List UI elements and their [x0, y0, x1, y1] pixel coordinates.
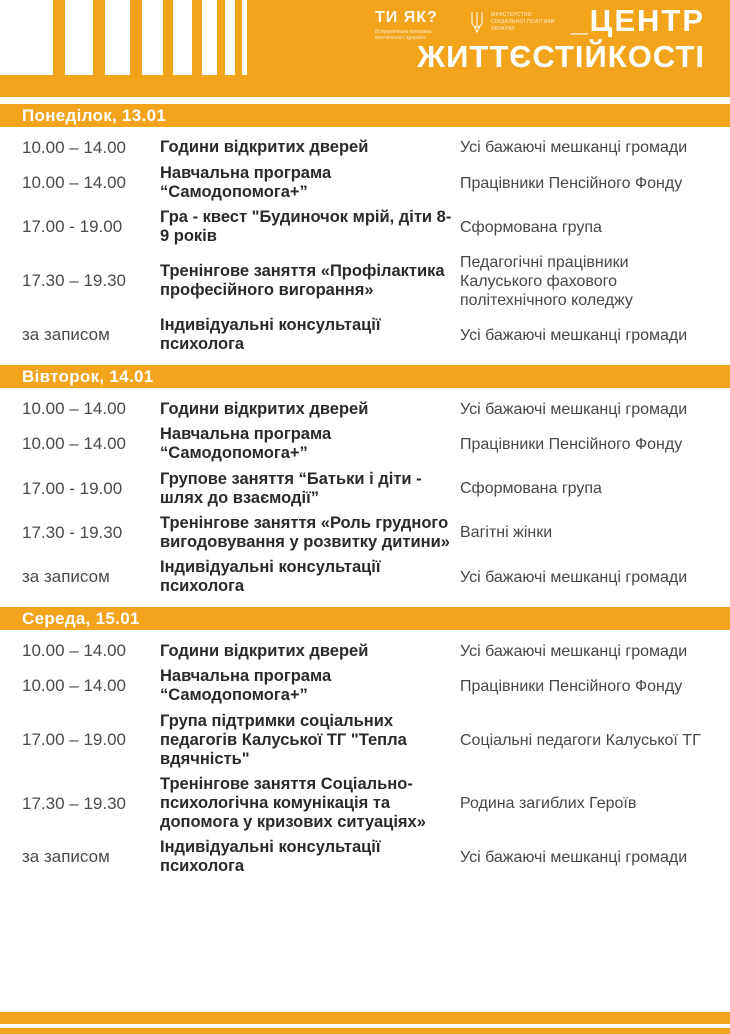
row-activity: Тренінгове заняття «Профілактика професійного вигорання»	[160, 262, 445, 300]
day-section	[0, 104, 730, 365]
brand-stripe	[192, 0, 202, 75]
schedule-row	[0, 470, 730, 508]
row-time: 17.30 - 19.30	[22, 522, 123, 542]
day-header	[0, 365, 730, 388]
brand-stripes-pattern	[53, 0, 247, 75]
row-activity: Індивідуальні консультації психолога	[160, 316, 381, 354]
header-base-bar	[0, 75, 250, 97]
row-time: 10.00 – 14.00	[22, 138, 126, 157]
row-audience: Усі бажаючі мешканці громади	[460, 848, 688, 866]
row-activity: Індивідуальні консультації психолога	[160, 558, 381, 596]
day-section	[0, 365, 730, 607]
day-header	[0, 104, 730, 127]
schedule-row	[0, 514, 730, 552]
row-audience: Усі бажаючі мешканці громади	[460, 568, 688, 586]
day-header	[0, 607, 730, 630]
row-activity: Групове заняття “Батьки і діти - шлях до взаємодії”	[160, 469, 422, 507]
row-activity: Навчальна програма “Самодопомога+”	[160, 667, 332, 705]
schedule-row	[0, 399, 730, 419]
row-audience: Сформована група	[460, 218, 602, 236]
row-time: за записом	[22, 567, 110, 587]
row-time: 17.30 – 19.30	[22, 793, 126, 813]
row-time: за записом	[22, 325, 110, 345]
header-orange-block	[247, 0, 730, 97]
schedule-row	[0, 138, 730, 158]
brand-stripe	[53, 0, 65, 75]
row-activity: Гра - квест "Будиночок мрій, діти 8-9 років	[160, 208, 452, 246]
row-activity: Години відкритих дверей	[160, 641, 369, 660]
page-title-line1: _ЦЕНТР	[570, 3, 705, 38]
ministry-name-line: МІНІСТЕРСТВО	[491, 11, 532, 18]
row-audience: Працівники Пенсійного Фонду	[460, 677, 683, 695]
day-header-label: Понеділок, 13.01	[22, 105, 167, 125]
schedule-row	[0, 641, 730, 661]
day-rows	[0, 127, 730, 365]
day-header-label: Вівторок, 14.01	[22, 366, 154, 386]
schedule-row	[0, 316, 730, 354]
ty-yak-tagline: Всеукраїнська програма ментального здоров'я	[375, 29, 432, 41]
day-header-label: Середа, 15.01	[22, 608, 140, 628]
row-time: 10.00 – 14.00	[22, 641, 126, 661]
row-time: за записом	[22, 847, 110, 867]
day-rows	[0, 388, 730, 607]
day-rows	[0, 630, 730, 887]
row-audience: Усі бажаючі мешканці громади	[460, 642, 688, 660]
row-activity: Тренінгове заняття «Роль грудного вигодовування у розвитку дитини»	[160, 513, 450, 551]
row-time: 17.00 - 19.00	[22, 478, 123, 498]
row-activity: Години відкритих дверей	[160, 399, 369, 418]
page-title	[417, 2, 705, 73]
ministry-name-line: СОЦІАЛЬНОЇ ПОЛІТИКИ	[491, 18, 555, 25]
brand-stripe	[93, 0, 105, 75]
row-time: 17.00 - 19.00	[22, 217, 123, 237]
row-audience: Усі бажаючі мешканці громади	[460, 400, 688, 418]
row-time: 17.00 – 19.00	[22, 730, 126, 750]
footer-bar-thin	[0, 1028, 730, 1034]
row-audience: Сформована група	[460, 480, 602, 498]
brand-stripe	[163, 0, 173, 75]
schedule-row	[0, 253, 730, 311]
row-audience: Усі бажаючі мешканці громади	[460, 326, 688, 344]
row-time: 10.00 – 14.00	[22, 173, 126, 193]
row-activity: Тренінгове заняття Соціально-психологічна комунікація та допомога у кризових ситуаціях»	[160, 774, 426, 832]
schedule-row	[0, 712, 730, 769]
row-activity: Навчальна програма “Самодопомога+”	[160, 164, 332, 202]
schedule-row	[0, 164, 730, 202]
row-audience: Соціальні педагоги Калуської ТГ	[460, 731, 701, 749]
footer-bars	[0, 1012, 730, 1034]
schedule-row	[0, 425, 730, 463]
brand-stripe	[217, 0, 225, 75]
day-section	[0, 607, 730, 887]
brand-stripe	[130, 0, 142, 75]
schedule-row	[0, 775, 730, 832]
ty-yak-logo-text: ТИ ЯК?	[375, 9, 438, 26]
page-title-line2: ЖИТТЄСТІЙКОСТІ	[417, 39, 705, 74]
row-activity: Індивідуальні консультації психолога	[160, 838, 381, 876]
schedule-row	[0, 558, 730, 596]
row-activity: Навчальна програма “Самодопомога+”	[160, 425, 332, 463]
row-time: 10.00 – 14.00	[22, 676, 126, 696]
schedule	[0, 104, 730, 888]
row-audience: Працівники Пенсійного Фонду	[460, 435, 683, 453]
row-activity: Група підтримки соціальних педагогів Калуської ТГ "Тепла вдячність"	[160, 711, 407, 768]
row-audience: Родина загиблих Героїв	[460, 795, 637, 813]
row-audience: Працівники Пенсійного Фонду	[460, 174, 683, 192]
row-time: 10.00 – 14.00	[22, 399, 126, 419]
ministry-name-line: УКРАЇНИ	[491, 25, 515, 32]
row-time: 10.00 – 14.00	[22, 434, 126, 454]
row-audience: Усі бажаючі мешканці громади	[460, 139, 688, 157]
row-time: 17.30 – 19.30	[22, 271, 126, 291]
header	[0, 0, 730, 104]
row-audience: Педагогічні працівники Калуського фахового політехнічного коледжу	[460, 253, 633, 309]
schedule-row	[0, 838, 730, 876]
schedule-row	[0, 667, 730, 705]
brand-stripe	[235, 0, 242, 75]
schedule-row	[0, 208, 730, 246]
row-audience: Вагітні жінки	[460, 524, 553, 542]
footer-bar-thick	[0, 1012, 730, 1024]
row-activity: Години відкритих дверей	[160, 138, 369, 157]
